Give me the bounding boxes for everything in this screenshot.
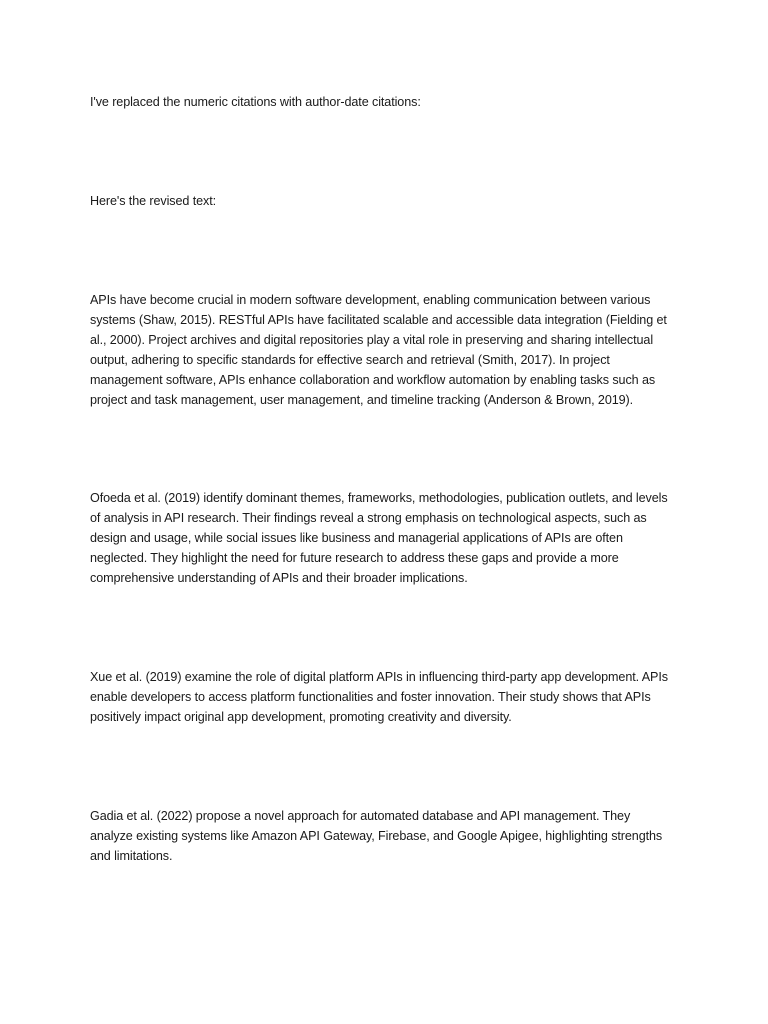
intro-paragraph: I've replaced the numeric citations with author-date citations: (90, 95, 421, 109)
gadia-paragraph: Gadia et al. (2022) propose a novel approach for automated database and API management. They analyze existing systems like Amazon API Gateway, Firebase, and Google Apigee, highlighting strengths and limitations. (90, 809, 663, 863)
apis-overview-paragraph: APIs have become crucial in modern software development, enabling communication between various systems (Shaw, 2015). RESTful APIs have facilitated scalable and accessible data integration (Fielding et al., 2000). Project archives and digital repositories play a vital role in preserving and sharing intellectual output, adhering to specific standards for effective search and retrieval (Smith, 2017). In project management software, APIs enhance collaboration and workflow automation by enabling tasks such as project and task management, user management, and timeline tracking (Anderson & Brown, 2019). (90, 293, 667, 407)
revised-text-heading: Here's the revised text: (90, 194, 216, 208)
xue-paragraph: Xue et al. (2019) examine the role of digital platform APIs in influencing third-party app development. APIs enable developers to access platform functionalities and foster innovation. Their study shows that APIs positively impact original app development, promoting creativity and diversity. (90, 670, 668, 724)
ofoeda-paragraph: Ofoeda et al. (2019) identify dominant themes, frameworks, methodologies, publication outlets, and levels of analysis in API research. Their findings reveal a strong emphasis on technological aspects, such as design and usage, while social issues like business and managerial applications of APIs are often neglected. They highlight the need for future research to address these gaps and provide a more comprehensive understanding of APIs and their broader implications. (90, 491, 668, 585)
